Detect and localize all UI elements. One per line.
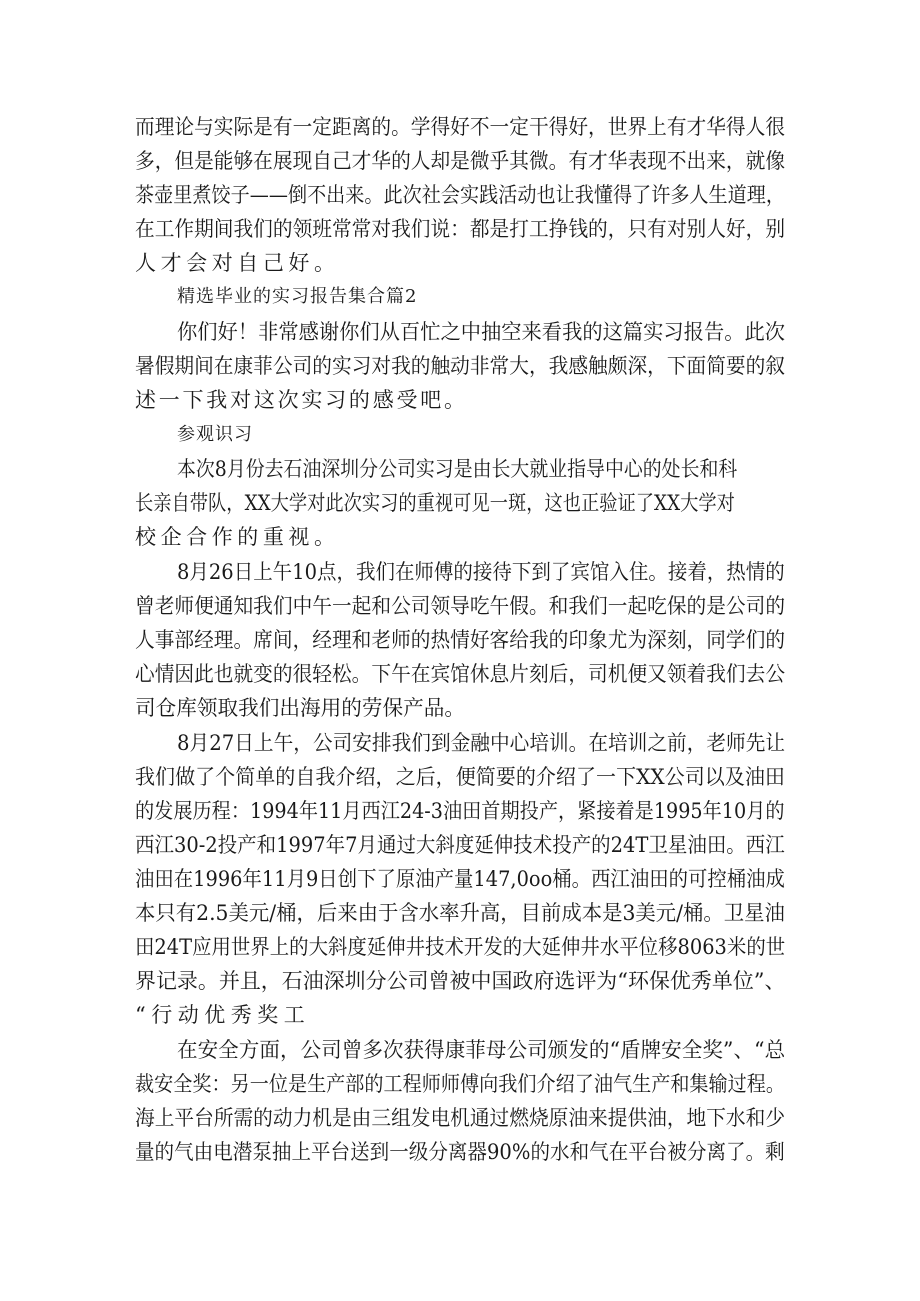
- body-line: 在安全方面，公司曾多次获得康菲母公司颁发的“盾牌安全奖”、“总: [177, 1038, 786, 1062]
- body-line: 述一下我对这次实习的感受吧。: [135, 388, 468, 412]
- body-line: 长亲自带队，XX大学对此次实习的重视可见一斑，这也正验证了XX大学对: [135, 491, 735, 515]
- body-line: 多，但是能够在展现自己才华的人却是微乎其微。有才华表现不出来，就像: [135, 149, 786, 173]
- body-line: 我们做了个简单的自我介绍，之后，便简要的介绍了一下XX公司以及油田: [135, 765, 785, 789]
- section-heading: 参观识习: [177, 424, 253, 445]
- body-line: 茶壶里煮饺子——倒不出来。此次社会实践活动也让我懂得了许多人生道理，: [135, 183, 786, 207]
- section-heading: 精选毕业的实习报告集合篇2: [177, 286, 418, 307]
- body-line: 校企合作的重视。: [135, 525, 340, 549]
- body-line: 的发展历程：1994年11月西江24-3油田首期投产，紧接着是1995年10月的: [135, 799, 785, 823]
- body-line: 司仓库领取我们出海用的劳保产品。: [135, 696, 465, 720]
- body-line: 8月26日上午10点，我们在师傅的接待下到了宾馆入住。接着，热情的: [177, 560, 785, 584]
- body-line: 而理论与实际是有一定距离的。学得好不一定干得好，世界上有才华得人很: [135, 115, 786, 139]
- body-line: 油田在1996年11月9日创下了原油产量147,0oo桶。西江油田的可控桶油成: [135, 867, 785, 891]
- body-line: 本次8月份去石油深圳分公司实习是由长大就业指导中心的处长和科: [177, 457, 738, 481]
- body-line: 西江30-2投产和1997年7月通过大斜度延伸技术投产的24T卫星油田。西江: [135, 833, 785, 857]
- body-line: 界记录。并且，石油深圳分公司曾被中国政府选评为“环保优秀单位”、: [135, 969, 786, 993]
- body-line: 本只有2.5美元/桶，后来由于含水率升高，目前成本是3美元/桶。卫星油: [135, 901, 785, 925]
- body-line: 量的气由电潜泵抽上平台送到一级分离器90%的水和气在平台被分离了。剩: [135, 1140, 785, 1164]
- body-line: 田24T应用世界上的大斜度延伸井技术开发的大延伸井水平位移8063米的世: [135, 935, 786, 959]
- body-line: 心情因此也就变的很轻松。下午在宾馆休息片刻后，司机便又领着我们去公: [135, 662, 786, 686]
- body-line: 暑假期间在康菲公司的实习对我的触动非常大，我感触颇深，下面简要的叙: [135, 354, 786, 378]
- body-line: 在工作期间我们的领班常常对我们说：都是打工挣钱的，只有对别人好，别: [135, 217, 786, 241]
- body-line: 人才会对自己好。: [135, 251, 340, 275]
- body-line: 裁安全奖：另一位是生产部的工程师师傅向我们介绍了油气生产和集输过程。: [135, 1072, 786, 1096]
- body-line: 海上平台所需的动力机是由三组发电机通过燃烧原油来提供油，地下水和少: [135, 1106, 786, 1130]
- body-line: 曾老师便通知我们中午一起和公司领导吃午假。和我们一起吃保的是公司的: [135, 594, 786, 618]
- body-line: 你们好！非常感谢你们从百忙之中抽空来看我的这篇实习报告。此次: [177, 320, 786, 344]
- body-line: “行动优秀奖工: [135, 1003, 311, 1027]
- body-line: 人事部经理。席间，经理和老师的热情好客给我的印象尤为深刻，同学们的: [135, 628, 786, 652]
- body-line: 8月27日上午，公司安排我们到金融中心培训。在培训之前，老师先让: [177, 731, 786, 755]
